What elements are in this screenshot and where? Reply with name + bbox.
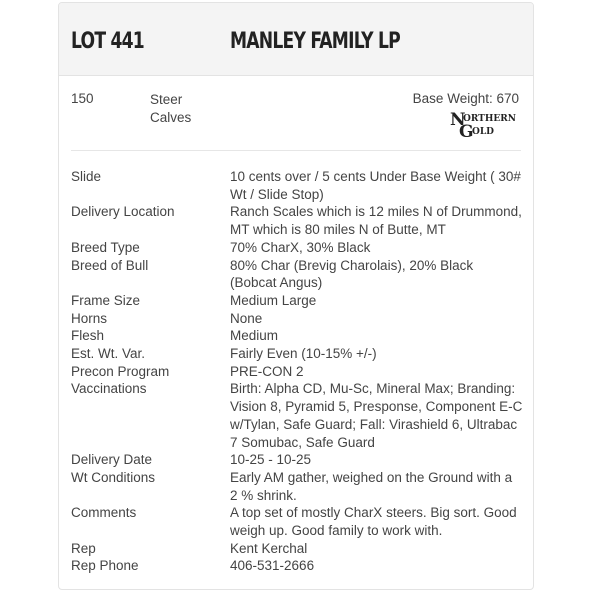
detail-label: Breed of Bull — [71, 257, 149, 273]
detail-value: Kent Kerchal — [230, 540, 308, 556]
detail-value: Birth: Alpha CD, Mu-Sc, Mineral Max; Branding: Vision 8, Pyramid 5, Presponse, Component E-C w/Tylan, Safe Guard; Fall: Virashield 6, Ultrabac 7 Somubac, Safe Guard — [230, 381, 523, 450]
detail-row — [71, 540, 523, 558]
detail-label: Horns — [71, 310, 108, 326]
detail-label: Precon Program — [71, 363, 170, 379]
detail-value: Medium — [230, 328, 279, 344]
detail-value: None — [230, 310, 263, 326]
detail-value: Fairly Even (10-15% +/-) — [230, 346, 377, 362]
detail-row — [71, 327, 523, 345]
detail-value: A top set of mostly CharX steers. Big sort. Good weigh up. Good family to work with. — [230, 505, 517, 539]
cattle-type-line1: Steer — [150, 92, 183, 107]
logo-letter-g: G — [459, 122, 474, 138]
logo-letter-n: N — [450, 110, 466, 130]
detail-label: Rep Phone — [71, 558, 139, 574]
detail-label: Delivery Location — [71, 204, 175, 220]
cattle-type — [150, 91, 191, 127]
detail-value: Ranch Scales which is 12 miles N of Drummond, MT which is 80 miles N of Butte, MT — [230, 204, 522, 238]
divider — [71, 150, 521, 151]
detail-value: PRE-CON 2 — [230, 363, 304, 379]
detail-label: Slide — [71, 169, 102, 184]
detail-label: Wt Conditions — [71, 469, 156, 485]
detail-value: 70% CharX, 30% Black — [230, 239, 371, 255]
detail-row — [71, 310, 523, 328]
cattle-type-line2: Calves — [150, 110, 192, 125]
detail-row — [71, 504, 523, 539]
detail-value: 10 cents over / 5 cents Under Base Weight ( 30# Wt / Slide Stop) — [230, 169, 521, 202]
lot-card — [58, 2, 534, 590]
detail-row — [71, 239, 523, 257]
detail-label: Breed Type — [71, 239, 140, 255]
head-count: 150 — [71, 91, 94, 106]
base-weight: Base Weight: 670 — [412, 91, 519, 106]
detail-value: 406-531-2666 — [230, 558, 315, 574]
detail-row — [71, 292, 523, 310]
lot-summary — [59, 76, 533, 154]
detail-value: 80% Char (Brevig Charolais), 20% Black (Bobcat Angus) — [230, 257, 474, 291]
detail-row — [71, 203, 523, 238]
detail-label: Vaccinations — [71, 381, 147, 397]
detail-label: Est. Wt. Var. — [71, 346, 146, 362]
northern-gold-logo — [450, 110, 520, 138]
lot-number: LOT 441 — [71, 29, 144, 54]
detail-row — [71, 257, 523, 292]
detail-label: Flesh — [71, 328, 105, 344]
lot-details — [71, 168, 523, 575]
detail-row — [71, 363, 523, 381]
detail-value: Medium Large — [230, 292, 317, 308]
detail-label: Comments — [71, 505, 137, 521]
detail-label: Rep — [71, 540, 96, 556]
detail-row — [71, 345, 523, 363]
detail-row — [71, 469, 523, 504]
detail-row — [71, 168, 523, 203]
detail-value: 10-25 - 10-25 — [230, 452, 312, 468]
consignor-name: MANLEY FAMILY LP — [230, 29, 400, 54]
logo-text-bottom: OLD — [472, 127, 494, 137]
detail-value: Early AM gather, weighed on the Ground with a 2 % shrink. — [230, 469, 513, 503]
detail-label: Delivery Date — [71, 452, 153, 468]
logo-text-top: ORTHERN — [463, 114, 516, 124]
detail-label: Frame Size — [71, 292, 141, 308]
lot-header — [59, 3, 533, 76]
detail-row — [71, 557, 523, 575]
detail-row — [71, 451, 523, 469]
detail-row — [71, 380, 523, 451]
